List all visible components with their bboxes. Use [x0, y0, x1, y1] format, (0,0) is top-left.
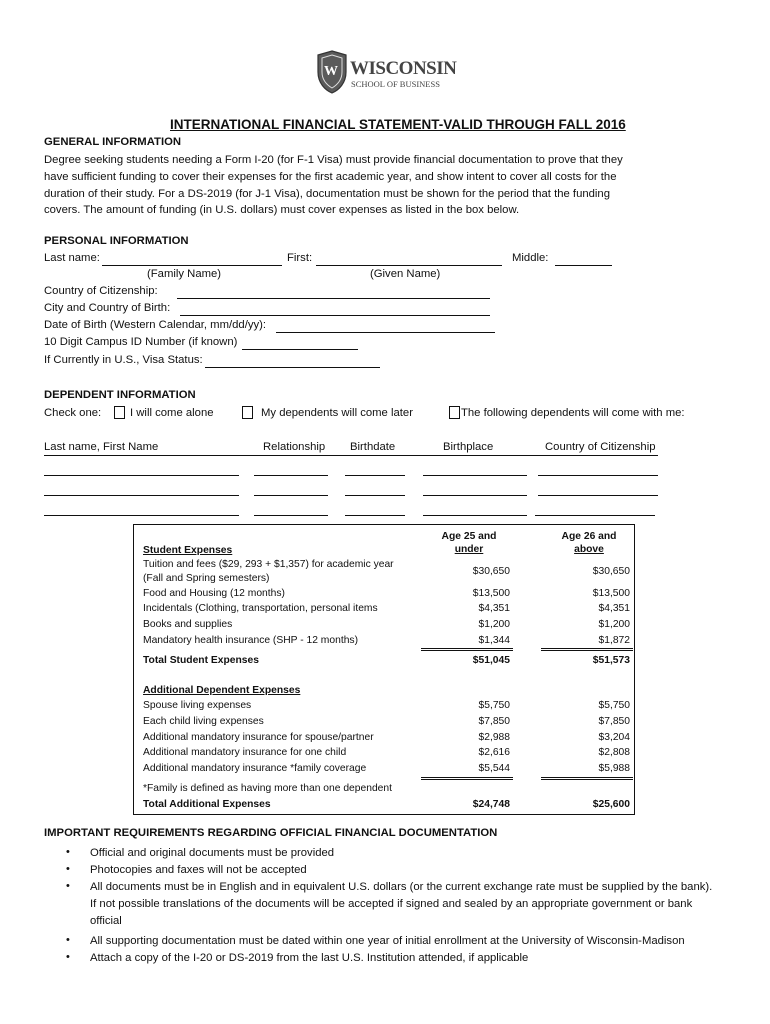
dep-expense-value-over26: $5,750 — [598, 700, 630, 711]
campus-id-label: 10 Digit Campus ID Number (if known) — [44, 336, 238, 348]
dependent-name-field[interactable] — [44, 475, 239, 476]
expense-value-under25: $4,351 — [478, 603, 510, 614]
birth-place-label: City and Country of Birth: — [44, 302, 171, 314]
dependent-heading: DEPENDENT INFORMATION — [44, 389, 196, 401]
dep-expense-value-over26: $2,808 — [598, 747, 630, 758]
dependent-name-field[interactable] — [44, 495, 239, 496]
first-name-label: First: — [287, 252, 313, 264]
requirement-item-cont: If not possible translations of the documents will be accepted if signed and sealed by an appropriate government or bank — [90, 898, 693, 910]
dep-expense-label: Each child living expenses — [143, 716, 264, 727]
dependent-header-rule — [44, 455, 658, 456]
total-rule — [541, 650, 633, 651]
dep-expense-value-under25: $7,850 — [478, 716, 510, 727]
requirement-item: All documents must be in English and in equivalent U.S. dollars (or the current exchange rate must be supplied by the bank). — [90, 881, 713, 893]
dep-expense-value-under25: $5,750 — [478, 700, 510, 711]
dependent-birthplace-field[interactable] — [423, 475, 527, 476]
requirements-heading: IMPORTANT REQUIREMENTS REGARDING OFFICIAL FINANCIAL DOCUMENTATION — [44, 827, 498, 839]
come-with-me-checkbox[interactable] — [449, 406, 460, 419]
middle-name-label: Middle: — [512, 252, 549, 264]
dependent-col-birthplace: Birthplace — [443, 441, 494, 453]
dependent-relationship-field[interactable] — [254, 475, 328, 476]
total-rule — [541, 648, 633, 649]
expenses-box — [133, 524, 635, 815]
logo — [316, 50, 457, 94]
dep-expense-value-over26: $3,204 — [598, 732, 630, 743]
total-student-under25: $51,045 — [472, 655, 510, 666]
dependent-col-name: Last name, First Name — [44, 441, 159, 453]
dep-expense-label: Additional mandatory insurance for one child — [143, 747, 347, 758]
citizenship-label: Country of Citizenship: — [44, 285, 158, 297]
expense-value-over26: $13,500 — [592, 588, 630, 599]
expense-label: Mandatory health insurance (SHP - 12 months) — [143, 635, 359, 646]
dependent-col-relationship: Relationship — [263, 441, 326, 453]
tuition-label-line2: (Fall and Spring semesters) — [143, 573, 270, 584]
tuition-value-under25: $30,650 — [472, 566, 510, 577]
requirement-item: Photocopies and faxes will not be accepted — [90, 864, 307, 876]
general-heading: GENERAL INFORMATION — [44, 136, 182, 148]
bullet-icon: • — [66, 951, 70, 963]
general-line: have sufficient funding to cover their expenses for the first academic year, and show intent to cover all costs for the — [44, 170, 617, 183]
birth-place-field[interactable] — [180, 315, 490, 316]
expense-label: Books and supplies — [143, 619, 233, 630]
dep-expense-value-under25: $2,616 — [478, 747, 510, 758]
dependent-birthplace-field[interactable] — [423, 515, 527, 516]
requirement-item: All supporting documentation must be dated within one year of initial enrollment at the University of Wisconsin-Madison — [90, 935, 685, 947]
middle-name-field[interactable] — [555, 265, 612, 266]
dependent-birthdate-field[interactable] — [345, 515, 405, 516]
total-additional-under25: $24,748 — [472, 799, 510, 810]
expense-value-over26: $4,351 — [598, 603, 630, 614]
total-rule — [421, 650, 513, 651]
last-name-label: Last name: — [44, 252, 100, 264]
logo-subtitle: SCHOOL OF BUSINESS — [351, 79, 440, 89]
dob-field[interactable] — [276, 332, 495, 333]
expense-label: Incidentals (Clothing, transportation, personal items — [143, 603, 378, 614]
col1-header-line1: Age 25 and — [441, 531, 497, 542]
family-footnote: *Family is defined as having more than one dependent — [143, 783, 393, 794]
dependent-name-field[interactable] — [44, 515, 239, 516]
dep-expense-value-over26: $5,988 — [598, 763, 630, 774]
come-later-label: My dependents will come later — [261, 407, 413, 419]
logo-name: WISCONSIN — [350, 58, 457, 79]
campus-id-field[interactable] — [242, 349, 358, 350]
total-additional-over26: $25,600 — [592, 799, 630, 810]
dep-expense-label: Additional mandatory insurance for spouse/partner — [143, 732, 374, 743]
come-alone-label: I will come alone — [130, 407, 214, 419]
total-rule — [421, 779, 513, 780]
col1-header-line2: under — [454, 544, 484, 555]
dep-expense-value-under25: $2,988 — [478, 732, 510, 743]
dependent-relationship-field[interactable] — [254, 495, 328, 496]
dob-label: Date of Birth (Western Calendar, mm/dd/yy): — [44, 319, 267, 331]
col2-header-line1: Age 26 and — [561, 531, 617, 542]
expense-value-over26: $1,872 — [598, 635, 630, 646]
requirement-item: Official and original documents must be provided — [90, 847, 335, 859]
total-rule — [541, 777, 633, 778]
dependent-birthdate-field[interactable] — [345, 475, 405, 476]
tuition-label-line1: Tuition and fees ($29, 293 + $1,357) for academic year — [143, 559, 394, 570]
student-expenses-heading: Student Expenses — [143, 545, 233, 556]
expense-label: Food and Housing (12 months) — [143, 588, 285, 599]
citizenship-field[interactable] — [177, 298, 490, 299]
family-name-caption: (Family Name) — [147, 268, 222, 280]
dependent-col-citizenship: Country of Citizenship — [545, 441, 656, 453]
expense-value-over26: $1,200 — [598, 619, 630, 630]
last-name-field[interactable] — [102, 265, 282, 266]
requirement-item: Attach a copy of the I-20 or DS-2019 from the last U.S. Institution attended, if applicable — [90, 952, 529, 964]
bullet-icon: • — [66, 863, 70, 875]
crest-letter: W — [324, 64, 338, 79]
come-later-checkbox[interactable] — [242, 406, 253, 419]
dependent-citizenship-field[interactable] — [535, 515, 655, 516]
total-rule — [421, 777, 513, 778]
dep-expense-value-over26: $7,850 — [598, 716, 630, 727]
visa-status-field[interactable] — [205, 367, 380, 368]
dependent-relationship-field[interactable] — [254, 515, 328, 516]
come-alone-checkbox[interactable] — [114, 406, 125, 419]
expense-value-under25: $1,200 — [478, 619, 510, 630]
dep-expense-value-under25: $5,544 — [478, 763, 510, 774]
visa-status-label: If Currently in U.S., Visa Status: — [44, 354, 203, 366]
total-rule — [421, 648, 513, 649]
general-line: Degree seeking students needing a Form I-20 (for F-1 Visa) must provide financial documentation to prove that they — [44, 154, 623, 166]
dependent-citizenship-field[interactable] — [538, 495, 658, 496]
personal-heading: PERSONAL INFORMATION — [44, 235, 189, 247]
requirement-item-cont: official — [90, 915, 122, 927]
check-one-label: Check one: — [44, 407, 102, 419]
total-additional-label: Total Additional Expenses — [143, 799, 271, 810]
dependent-birthdate-field[interactable] — [345, 495, 405, 496]
dependent-expenses-heading: Additional Dependent Expenses — [143, 685, 301, 696]
bullet-icon: • — [66, 934, 70, 946]
total-student-over26: $51,573 — [592, 655, 630, 666]
bullet-icon: • — [66, 846, 70, 858]
total-student-label: Total Student Expenses — [143, 655, 259, 666]
general-text — [44, 152, 644, 219]
first-name-field[interactable] — [316, 265, 502, 266]
col2-header-line2: above — [574, 544, 604, 555]
expense-value-under25: $1,344 — [478, 635, 510, 646]
dependent-col-birthdate: Birthdate — [350, 441, 396, 453]
dependent-birthplace-field[interactable] — [423, 495, 527, 496]
page-title: INTERNATIONAL FINANCIAL STATEMENT-VALID THROUGH FALL 2016 — [170, 117, 626, 132]
come-with-me-label: The following dependents will come with me: — [461, 407, 685, 419]
dep-expense-label: Additional mandatory insurance *family coverage — [143, 763, 367, 774]
dependent-citizenship-field[interactable] — [538, 475, 658, 476]
dep-expense-label: Spouse living expenses — [143, 700, 252, 711]
bullet-icon: • — [66, 880, 70, 892]
general-line: duration of their study. For a DS-2019 (for J-1 Visa), documentation must be shown for the period that the funding — [44, 187, 610, 200]
expense-value-under25: $13,500 — [472, 588, 510, 599]
total-rule — [541, 779, 633, 780]
given-name-caption: (Given Name) — [370, 268, 441, 280]
tuition-value-over26: $30,650 — [592, 566, 630, 577]
general-line: covers. The amount of funding (in U.S. dollars) must cover expenses as listed in the box below. — [44, 204, 520, 217]
